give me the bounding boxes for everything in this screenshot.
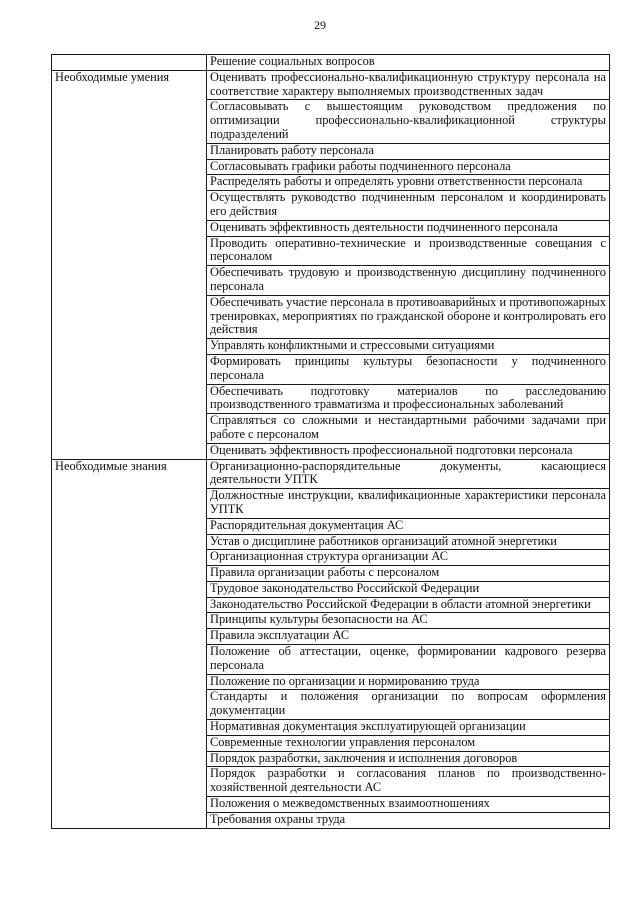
requirement-item: Порядок разработки и согласования планов по производственно-хозяйственной деятельности АС — [207, 767, 610, 797]
section-label — [52, 55, 207, 71]
requirement-item: Принципы культуры безопасности на АС — [207, 613, 610, 629]
requirement-item: Оценивать эффективность деятельности подчиненного персонала — [207, 220, 610, 236]
requirement-item: Решение социальных вопросов — [207, 55, 610, 71]
requirement-item: Должностные инструкции, квалификационные характеристики персонала УПТК — [207, 489, 610, 519]
requirement-item: Порядок разработки, заключения и исполнения договоров — [207, 751, 610, 767]
requirement-item: Справляться со сложными и нестандартными рабочими задачами при работе с персоналом — [207, 414, 610, 444]
table-row — [52, 459, 610, 489]
requirement-item: Обеспечивать участие персонала в противоаварийных и противопожарных тренировках, мероприятиях по гражданской обороне и контролировать его действия — [207, 295, 610, 338]
page-number: 29 — [314, 18, 326, 32]
requirement-item: Положения о межведомственных взаимоотношениях — [207, 797, 610, 813]
requirement-item: Оценивать профессионально-квалификационную структуру персонала на соответствие характеру выполняемых производственных задач — [207, 70, 610, 100]
requirement-item: Правила эксплуатации АС — [207, 629, 610, 645]
requirement-item: Правила организации работы с персоналом — [207, 566, 610, 582]
requirement-item: Законодательство Российской Федерации в области атомной энергетики — [207, 597, 610, 613]
requirement-item: Положение об аттестации, оценке, формировании кадрового резерва персонала — [207, 645, 610, 675]
requirement-item: Трудовое законодательство Российской Федерации — [207, 581, 610, 597]
requirement-item: Проводить оперативно-технические и производственные совещания с персоналом — [207, 236, 610, 266]
table-row — [52, 55, 610, 71]
requirement-item: Устав о дисциплине работников организаций атомной энергетики — [207, 534, 610, 550]
requirement-item: Требования охраны труда — [207, 812, 610, 828]
section-label: Необходимые умения — [52, 70, 207, 459]
requirement-item: Согласовывать графики работы подчиненного персонала — [207, 159, 610, 175]
requirement-item: Обеспечивать подготовку материалов по расследованию производственного травматизма и профессиональных заболеваний — [207, 384, 610, 414]
requirement-item: Распорядительная документация АС — [207, 518, 610, 534]
requirement-item: Положение по организации и нормированию труда — [207, 674, 610, 690]
requirement-item: Обеспечивать трудовую и производственную дисциплину подчиненного персонала — [207, 266, 610, 296]
requirement-item: Согласовывать с вышестоящим руководством предложения по оптимизации профессионально-квалификационной структуры подразделений — [207, 100, 610, 143]
requirement-item: Оценивать эффективность профессиональной подготовки персонала — [207, 443, 610, 459]
requirement-item: Осуществлять руководство подчиненным персоналом и координировать его действия — [207, 191, 610, 221]
requirement-item: Распределять работы и определять уровни ответственности персонала — [207, 175, 610, 191]
requirement-item: Формировать принципы культуры безопасности у подчиненного персонала — [207, 354, 610, 384]
requirement-item: Управлять конфликтными и стрессовыми ситуациями — [207, 339, 610, 355]
requirement-item: Организационная структура организации АС — [207, 550, 610, 566]
requirements-table — [51, 54, 610, 829]
table-row — [52, 70, 610, 100]
requirements-table-body — [52, 55, 610, 829]
section-label: Необходимые знания — [52, 459, 207, 828]
requirement-item: Современные технологии управления персоналом — [207, 735, 610, 751]
requirement-item: Планировать работу персонала — [207, 143, 610, 159]
requirement-item: Нормативная документация эксплуатирующей организации — [207, 720, 610, 736]
requirement-item: Организационно-распорядительные документы, касающиеся деятельности УПТК — [207, 459, 610, 489]
requirement-item: Стандарты и положения организации по вопросам оформления документации — [207, 690, 610, 720]
